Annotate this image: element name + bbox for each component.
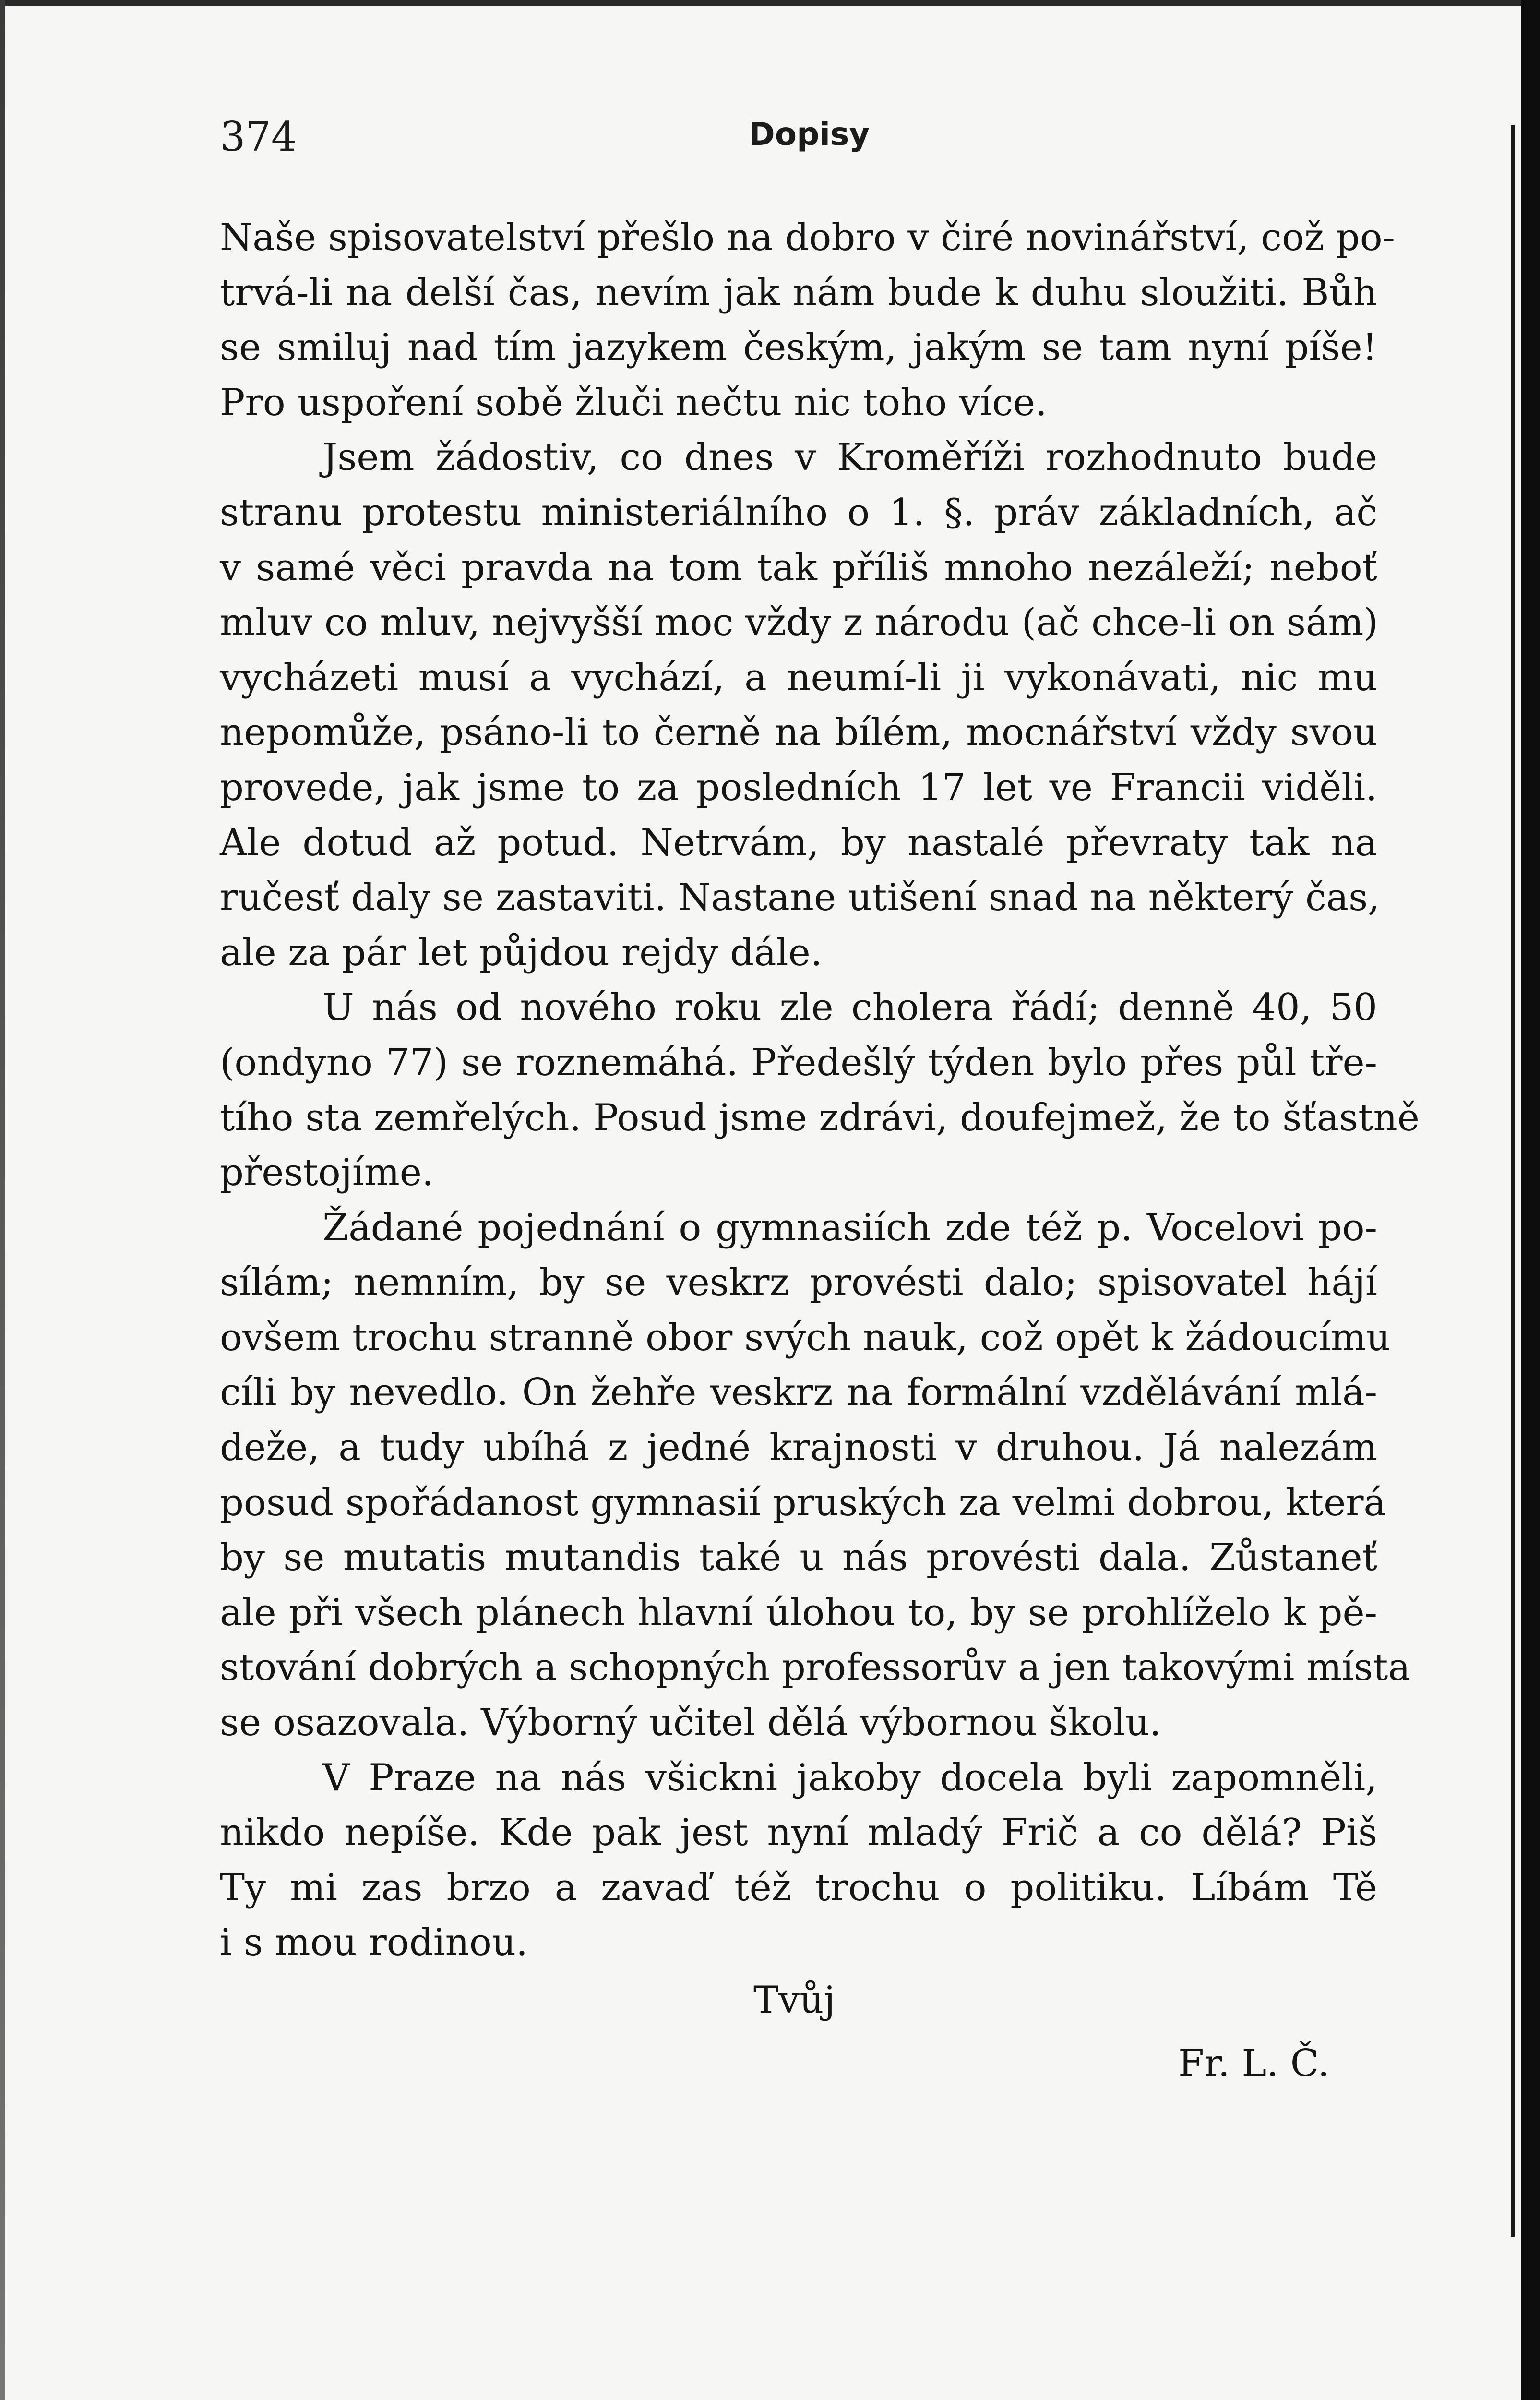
text-line: Naše spisovatelství přešlo na dobro v čiré novinářství, což po- [220, 216, 1396, 259]
text-line: V Praze na nás všickni jakoby docela byli zapomněli, [322, 1756, 1377, 1800]
paragraph [220, 430, 1380, 980]
paragraph [220, 1751, 1377, 1970]
text-line: trvá-li na delší čas, nevím jak nám bude k duhu sloužiti. Bůh [220, 271, 1377, 314]
running-head [0, 110, 1540, 163]
letter-body [220, 210, 1420, 1970]
text-line: ručesť daly se zastaviti. Nastane utišení snad na některý čas, [220, 876, 1380, 920]
text-line: provede, jak jsme to za posledních 17 let ve Francii viděli. [220, 766, 1377, 809]
text-line: se smiluj nad tím jazykem českým, jakým se tam nyní píše! [220, 326, 1377, 370]
text-line: by se mutatis mutandis také u nás provésti dala. Zůstaneť [220, 1536, 1377, 1580]
text-line: nikdo nepíše. Kde pak jest nyní mladý Frič a co dělá? Piš [220, 1811, 1377, 1855]
text-line: mluv co mluv, nejvyšší moc vždy z národu (ač chce-li on sám) [220, 601, 1378, 645]
text-line: ale při všech plánech hlavní úlohou to, by se prohlíželo k pě- [220, 1591, 1377, 1634]
signature: Fr. L. Č. [1178, 2042, 1330, 2085]
text-line: i s mou rodinou. [220, 1921, 528, 1965]
paragraph [220, 210, 1396, 430]
text-line: deže, a tudy ubíhá z jedné krajnosti v druhou. Já nalezám [220, 1426, 1377, 1470]
text-line: Ty mi zas brzo a zavaď též trochu o politiku. Líbám Tě [220, 1866, 1377, 1909]
text-line: ovšem trochu stranně obor svých nauk, což opět k žádoucímu [220, 1316, 1391, 1359]
text-line: se osazovala. Výborný učitel dělá výbornou školu. [220, 1701, 1161, 1745]
text-line: (ondyno 77) se roznemáhá. Předešlý týden bylo přes půl tře- [220, 1041, 1377, 1084]
text-line: přestojíme. [220, 1151, 434, 1195]
text-line: posud spořádanost gymnasií pruských za velmi dobrou, která [220, 1481, 1386, 1524]
text-line: cíli by nevedlo. On žehře veskrz na formální vzdělávání mlá- [220, 1371, 1377, 1415]
text-line: stování dobrých a schopných professorův a jen takovými místa [220, 1646, 1410, 1690]
text-line: Pro uspoření sobě žluči nečtu nic toho více. [220, 381, 1047, 424]
text-line: stranu protestu ministeriálního o 1. §. práv základních, ač [220, 491, 1377, 534]
text-line: Žádané pojednání o gymnasiích zde též p. Vocelovi po- [322, 1206, 1377, 1249]
text-line: Ale dotud až potud. Netrvám, by nastalé převraty tak na [220, 821, 1377, 864]
scan-edge-right-inner [1511, 125, 1515, 2237]
text-line: sílám; nemním, by se veskrz provésti dalo; spisovatel hájí [220, 1261, 1377, 1305]
paragraph [220, 1200, 1410, 1751]
text-line: ale za pár let půjdou rejdy dále. [220, 931, 823, 974]
scan-edge-top [0, 0, 1540, 6]
closing-word: Tvůj [753, 1979, 836, 2022]
text-line: tího sta zemřelých. Posud jsme zdrávi, doufejmež, že to šťastně [220, 1096, 1420, 1140]
text-line: Jsem žádostiv, co dnes v Kroměříži rozhodnuto bude [322, 436, 1377, 480]
closing [0, 1973, 1540, 2117]
text-line: vycházeti musí a vychází, a neumí-li ji vykonávati, nic mu [220, 656, 1377, 699]
text-line: U nás od nového roku zle cholera řádí; denně 40, 50 [322, 986, 1377, 1030]
paragraph [220, 980, 1420, 1200]
text-line: v samé věci pravda na tom tak příliš mnoho nezáleží; neboť [220, 546, 1377, 589]
text-line: nepomůže, psáno-li to černě na bílém, mocnářství vždy svou [220, 711, 1377, 755]
header-title: Dopisy [749, 116, 870, 153]
page-number: 374 [220, 113, 297, 160]
